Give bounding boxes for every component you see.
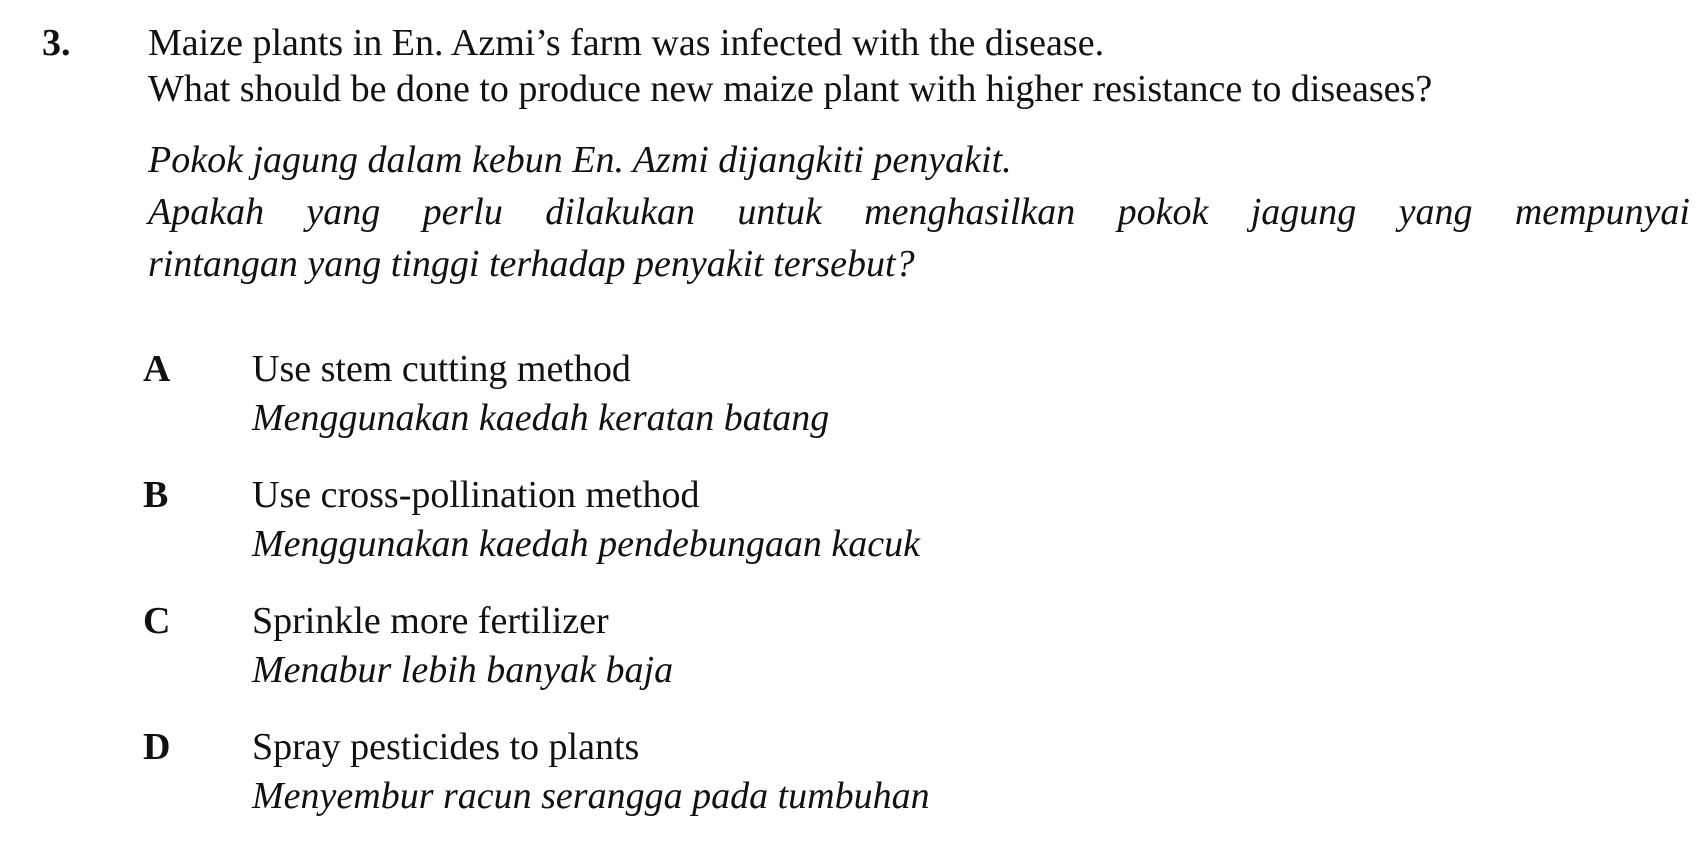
- question-english-line-1: Maize plants in En. Azmi’s farm was infected with the disease.: [148, 22, 1105, 64]
- option-d[interactable]: [0, 724, 1708, 850]
- option-letter: C: [143, 600, 171, 642]
- option-malay: Menggunakan kaedah pendebungaan kacuk: [252, 523, 920, 565]
- option-letter: D: [143, 726, 171, 768]
- question-malay-line-2: Apakah yang perlu dilakukan untuk menghasilkan pokok jagung yang mempunyai: [148, 191, 1690, 233]
- question-english-line-2: What should be done to produce new maize plant with higher resistance to diseases?: [148, 68, 1433, 110]
- option-malay: Menggunakan kaedah keratan batang: [252, 397, 830, 439]
- option-english: Sprinkle more fertilizer: [252, 600, 609, 642]
- option-malay: Menyembur racun serangga pada tumbuhan: [252, 775, 930, 817]
- option-letter: B: [143, 474, 169, 516]
- option-letter: A: [143, 348, 171, 390]
- option-english: Use stem cutting method: [252, 348, 631, 390]
- question-malay-line-3: rintangan yang tinggi terhadap penyakit tersebut?: [148, 243, 915, 285]
- option-text: [252, 346, 829, 444]
- option-text: [252, 724, 930, 822]
- question-malay-line-1: Pokok jagung dalam kebun En. Azmi dijangkiti penyakit.: [148, 139, 1012, 181]
- answer-options: [0, 346, 1708, 850]
- option-malay: Menabur lebih banyak baja: [252, 649, 674, 691]
- question-stem: [148, 20, 1688, 290]
- option-b[interactable]: [0, 472, 1708, 598]
- question-number: 3.: [42, 22, 71, 64]
- question-malay: [148, 134, 1688, 290]
- option-text: [252, 598, 673, 696]
- option-english: Use cross-pollination method: [252, 474, 700, 516]
- option-text: [252, 472, 920, 570]
- option-c[interactable]: [0, 598, 1708, 724]
- option-english: Spray pesticides to plants: [252, 726, 640, 768]
- option-a[interactable]: [0, 346, 1708, 472]
